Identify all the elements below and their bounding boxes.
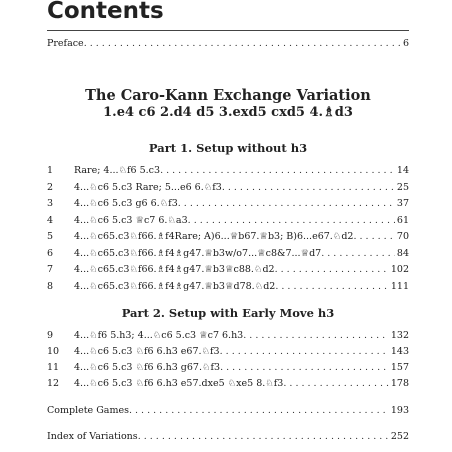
book-moves: 1.e4 c6 2.d4 d5 3.exd5 cxd5 4.♗d3: [103, 105, 353, 120]
leader-dots: [321, 248, 395, 260]
leader-dots: [220, 362, 389, 374]
toc-chapter-1[interactable]: [47, 165, 409, 177]
chapter-page: 132: [390, 330, 409, 341]
chapter-number: 11: [47, 362, 60, 373]
chapter-number: 3: [47, 198, 54, 209]
book-title: The Caro-Kann Exchange Variation: [85, 87, 371, 104]
toc-entry-page: 193: [390, 405, 409, 416]
leader-dots: [283, 378, 389, 390]
toc-chapter-11[interactable]: [47, 362, 409, 374]
toc-chapter-9[interactable]: [47, 330, 409, 342]
leader-dots: [243, 330, 389, 342]
chapter-title: 4...♘c65.c3♘f66.♗f4♗g47.♕b3w/o7...♕c8&7...♕d7: [74, 248, 322, 259]
title-rule: [47, 30, 409, 31]
chapter-number: 1: [47, 165, 54, 176]
chapter-number: 8: [47, 281, 54, 292]
chapter-page: 84: [396, 248, 409, 259]
toc-entry-label: Complete Games: [47, 405, 129, 416]
chapter-number: 12: [47, 378, 60, 389]
toc-chapter-3[interactable]: [47, 198, 409, 210]
chapter-number: 9: [47, 330, 54, 341]
chapter-title: 4...♘c65.c3♘f66.♗f4Rare; A)6...♕b67.♕b3; B)6...e67.♘d2: [74, 231, 354, 242]
chapter-page: 111: [390, 281, 409, 292]
toc-entry-page: 6: [402, 38, 409, 49]
leader-dots: [275, 264, 389, 276]
chapter-page: 37: [396, 198, 409, 209]
leader-dots: [160, 165, 395, 177]
part-1-title: Part 1. Setup without h3: [148, 141, 308, 155]
toc-chapter-12[interactable]: [47, 378, 409, 390]
toc-entry-preface[interactable]: [47, 38, 409, 50]
chapter-number: 4: [47, 215, 54, 226]
chapter-title: 4...♘f6 5.h3; 4...♘c6 5.c3 ♕c7 6.h3: [74, 330, 244, 341]
toc-entry-complete-games[interactable]: [47, 405, 409, 417]
chapter-title: 4...♘c65.c3♘f66.♗f4♗g47.♕b3♕c88.♘d2: [74, 264, 275, 275]
chapter-page: 143: [390, 346, 409, 357]
chapter-page: 61: [396, 215, 409, 226]
chapter-title: 4...♘c65.c3♘f66.♗f4♗g47.♕b3♕d78.♘d2: [74, 281, 276, 292]
leader-dots: [353, 231, 394, 243]
chapter-number: 2: [47, 182, 54, 193]
chapter-number: 6: [47, 248, 54, 259]
chapter-title: 4...♘c6 5.c3 Rare; 5...e6 6.♘f3: [74, 182, 222, 193]
leader-dots: [129, 405, 389, 417]
toc-chapter-7[interactable]: [47, 264, 409, 276]
leader-dots: [84, 38, 401, 50]
leader-dots: [178, 198, 395, 210]
chapter-number: 7: [47, 264, 54, 275]
chapter-page: 157: [390, 362, 409, 373]
toc-chapter-4[interactable]: [47, 215, 409, 227]
leader-dots: [188, 215, 395, 227]
part-2-title: Part 2. Setup with Early Move h3: [121, 306, 335, 320]
chapter-title: 4...♘c6 5.c3 ♕c7 6.♘a3: [74, 215, 188, 226]
toc-entry-label: Index of Variations: [47, 431, 138, 442]
toc-chapter-10[interactable]: [47, 346, 409, 358]
chapter-title: 4...♘c6 5.c3 ♘f6 6.h3 g67.♘f3: [74, 362, 221, 373]
toc-entry-index-of-variations[interactable]: [47, 431, 409, 443]
chapter-page: 70: [396, 231, 409, 242]
chapter-title: 4...♘c6 5.c3 ♘f6 6.h3 e57.dxe5 ♘xe5 8.♘f3: [74, 378, 284, 389]
page-title: Contents: [47, 0, 164, 24]
chapter-number: 5: [47, 231, 54, 242]
chapter-title: 4...♘c6 5.c3 g6 6.♘f3: [74, 198, 178, 209]
chapter-page: 25: [396, 182, 409, 193]
leader-dots: [138, 431, 389, 443]
chapter-page: 178: [390, 378, 409, 389]
toc-chapter-2[interactable]: [47, 182, 409, 194]
toc-entry-label: Preface: [47, 38, 84, 49]
toc-chapter-8[interactable]: [47, 281, 409, 293]
leader-dots: [222, 182, 395, 194]
toc-chapter-6[interactable]: [47, 248, 409, 260]
chapter-title: Rare; 4...♘f6 5.c3: [74, 165, 161, 176]
chapter-page: 14: [396, 165, 409, 176]
leader-dots: [275, 281, 389, 293]
leader-dots: [220, 346, 389, 358]
toc-entry-page: 252: [390, 431, 409, 442]
chapter-page: 102: [390, 264, 409, 275]
chapter-number: 10: [47, 346, 60, 357]
chapter-title: 4...♘c6 5.c3 ♘f6 6.h3 e67.♘f3: [74, 346, 220, 357]
toc-chapter-5[interactable]: [47, 231, 409, 243]
